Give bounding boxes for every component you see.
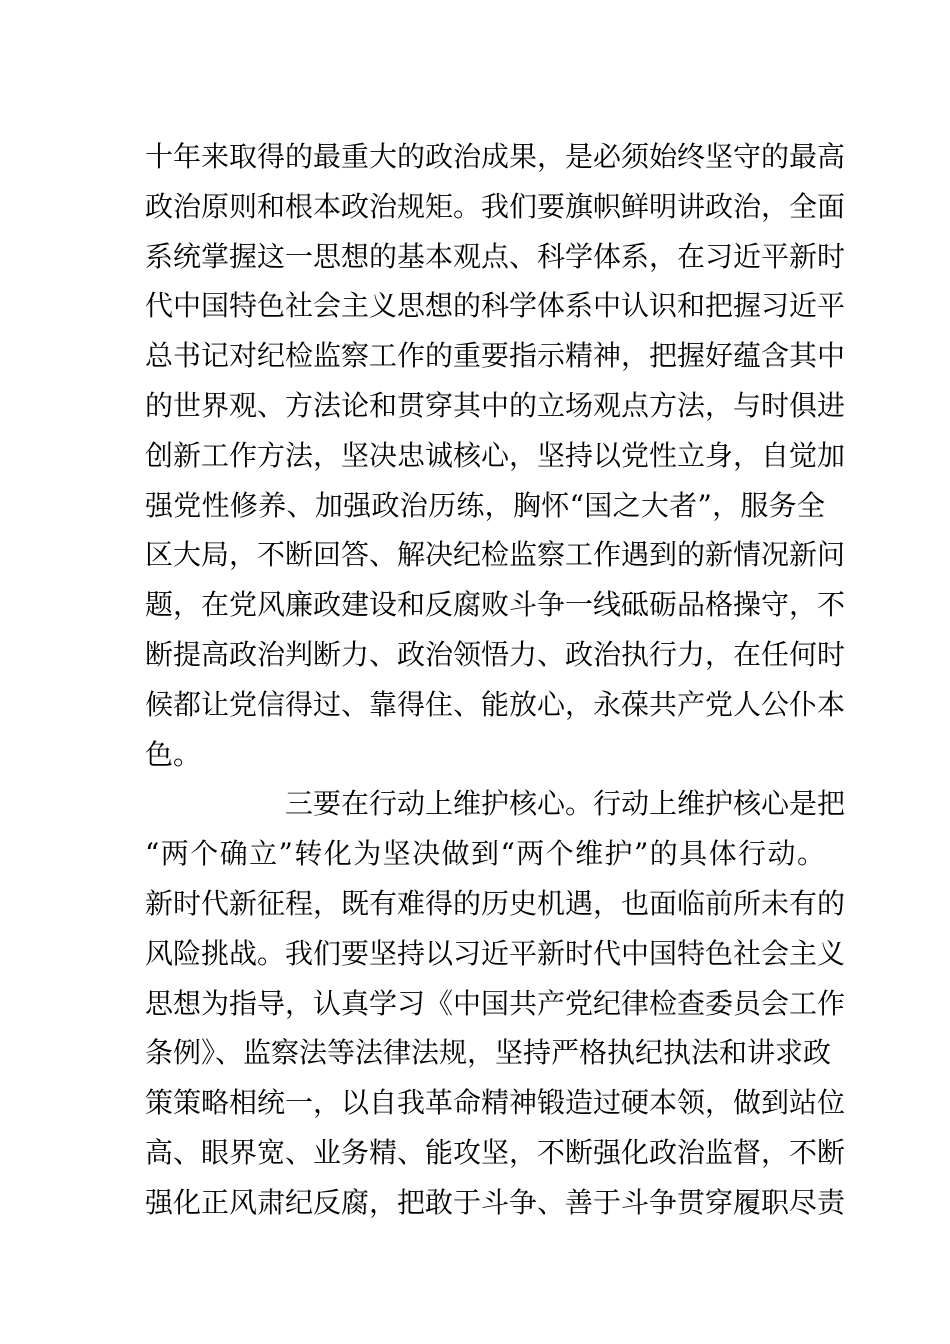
text-line: 总书记对纪检监察工作的重要指示精神，把握好蕴含其中 xyxy=(145,339,846,373)
text-line: 条例》、监察法等法律法规，坚持严格执纪执法和讲求政 xyxy=(145,1036,832,1070)
text-line: 强党性修养、加强政治历练，胸怀“国之大者”，服务全 xyxy=(145,488,825,522)
text-line: 十年来取得的最重大的政治成果，是必须始终坚守的最高 xyxy=(145,140,846,173)
text-line: 色。 xyxy=(145,737,202,771)
text-line: 题，在党风廉政建设和反腐败斗争一线砥砺品格操守，不 xyxy=(145,588,846,622)
text-line: 高、眼界宽、业务精、能攻坚，不断强化政治监督，不断 xyxy=(145,1135,846,1169)
text-line: 新时代新征程，既有难得的历史机遇，也面临前所未有的 xyxy=(145,886,846,920)
text-line: 强化正风肃纪反腐，把敢于斗争、善于斗争贯穿履职尽责 xyxy=(145,1185,846,1219)
text-line: 策策略相统一，以自我革命精神锻造过硬本领，做到站位 xyxy=(145,1086,846,1120)
text-line: 创新工作方法，坚决忠诚核心，坚持以党性立身，自觉加 xyxy=(145,438,846,472)
text-line: 断提高政治判断力、政治领悟力、政治执行力，在任何时 xyxy=(145,637,846,671)
text-line: 的世界观、方法论和贯穿其中的立场观点方法，与时俱进 xyxy=(145,388,846,422)
body-text xyxy=(145,132,846,1228)
section-heading-line: 三要在行动上维护核心。行动上维护核心是把 xyxy=(285,787,846,821)
text-line: 系统掌握这一思想的基本观点、科学体系，在习近平新时 xyxy=(145,239,846,273)
text-line: 思想为指导，认真学习《中国共产党纪律检查委员会工作 xyxy=(145,986,846,1020)
text-line: 候都让党信得过、靠得住、能放心，永葆共产党人公仆本 xyxy=(145,687,846,721)
text-line: 代中国特色社会主义思想的科学体系中认识和把握习近平 xyxy=(145,289,846,323)
text-line: 政治原则和根本政治规矩。我们要旗帜鲜明讲政治，全面 xyxy=(145,189,846,223)
text-line: 区大局，不断回答、解决纪检监察工作遇到的新情况新问 xyxy=(145,538,846,572)
text-line: “两个确立”转化为坚决做到“两个维护”的具体行动。 xyxy=(145,837,825,871)
text-line: 风险挑战。我们要坚持以习近平新时代中国特色社会主义 xyxy=(145,936,846,970)
